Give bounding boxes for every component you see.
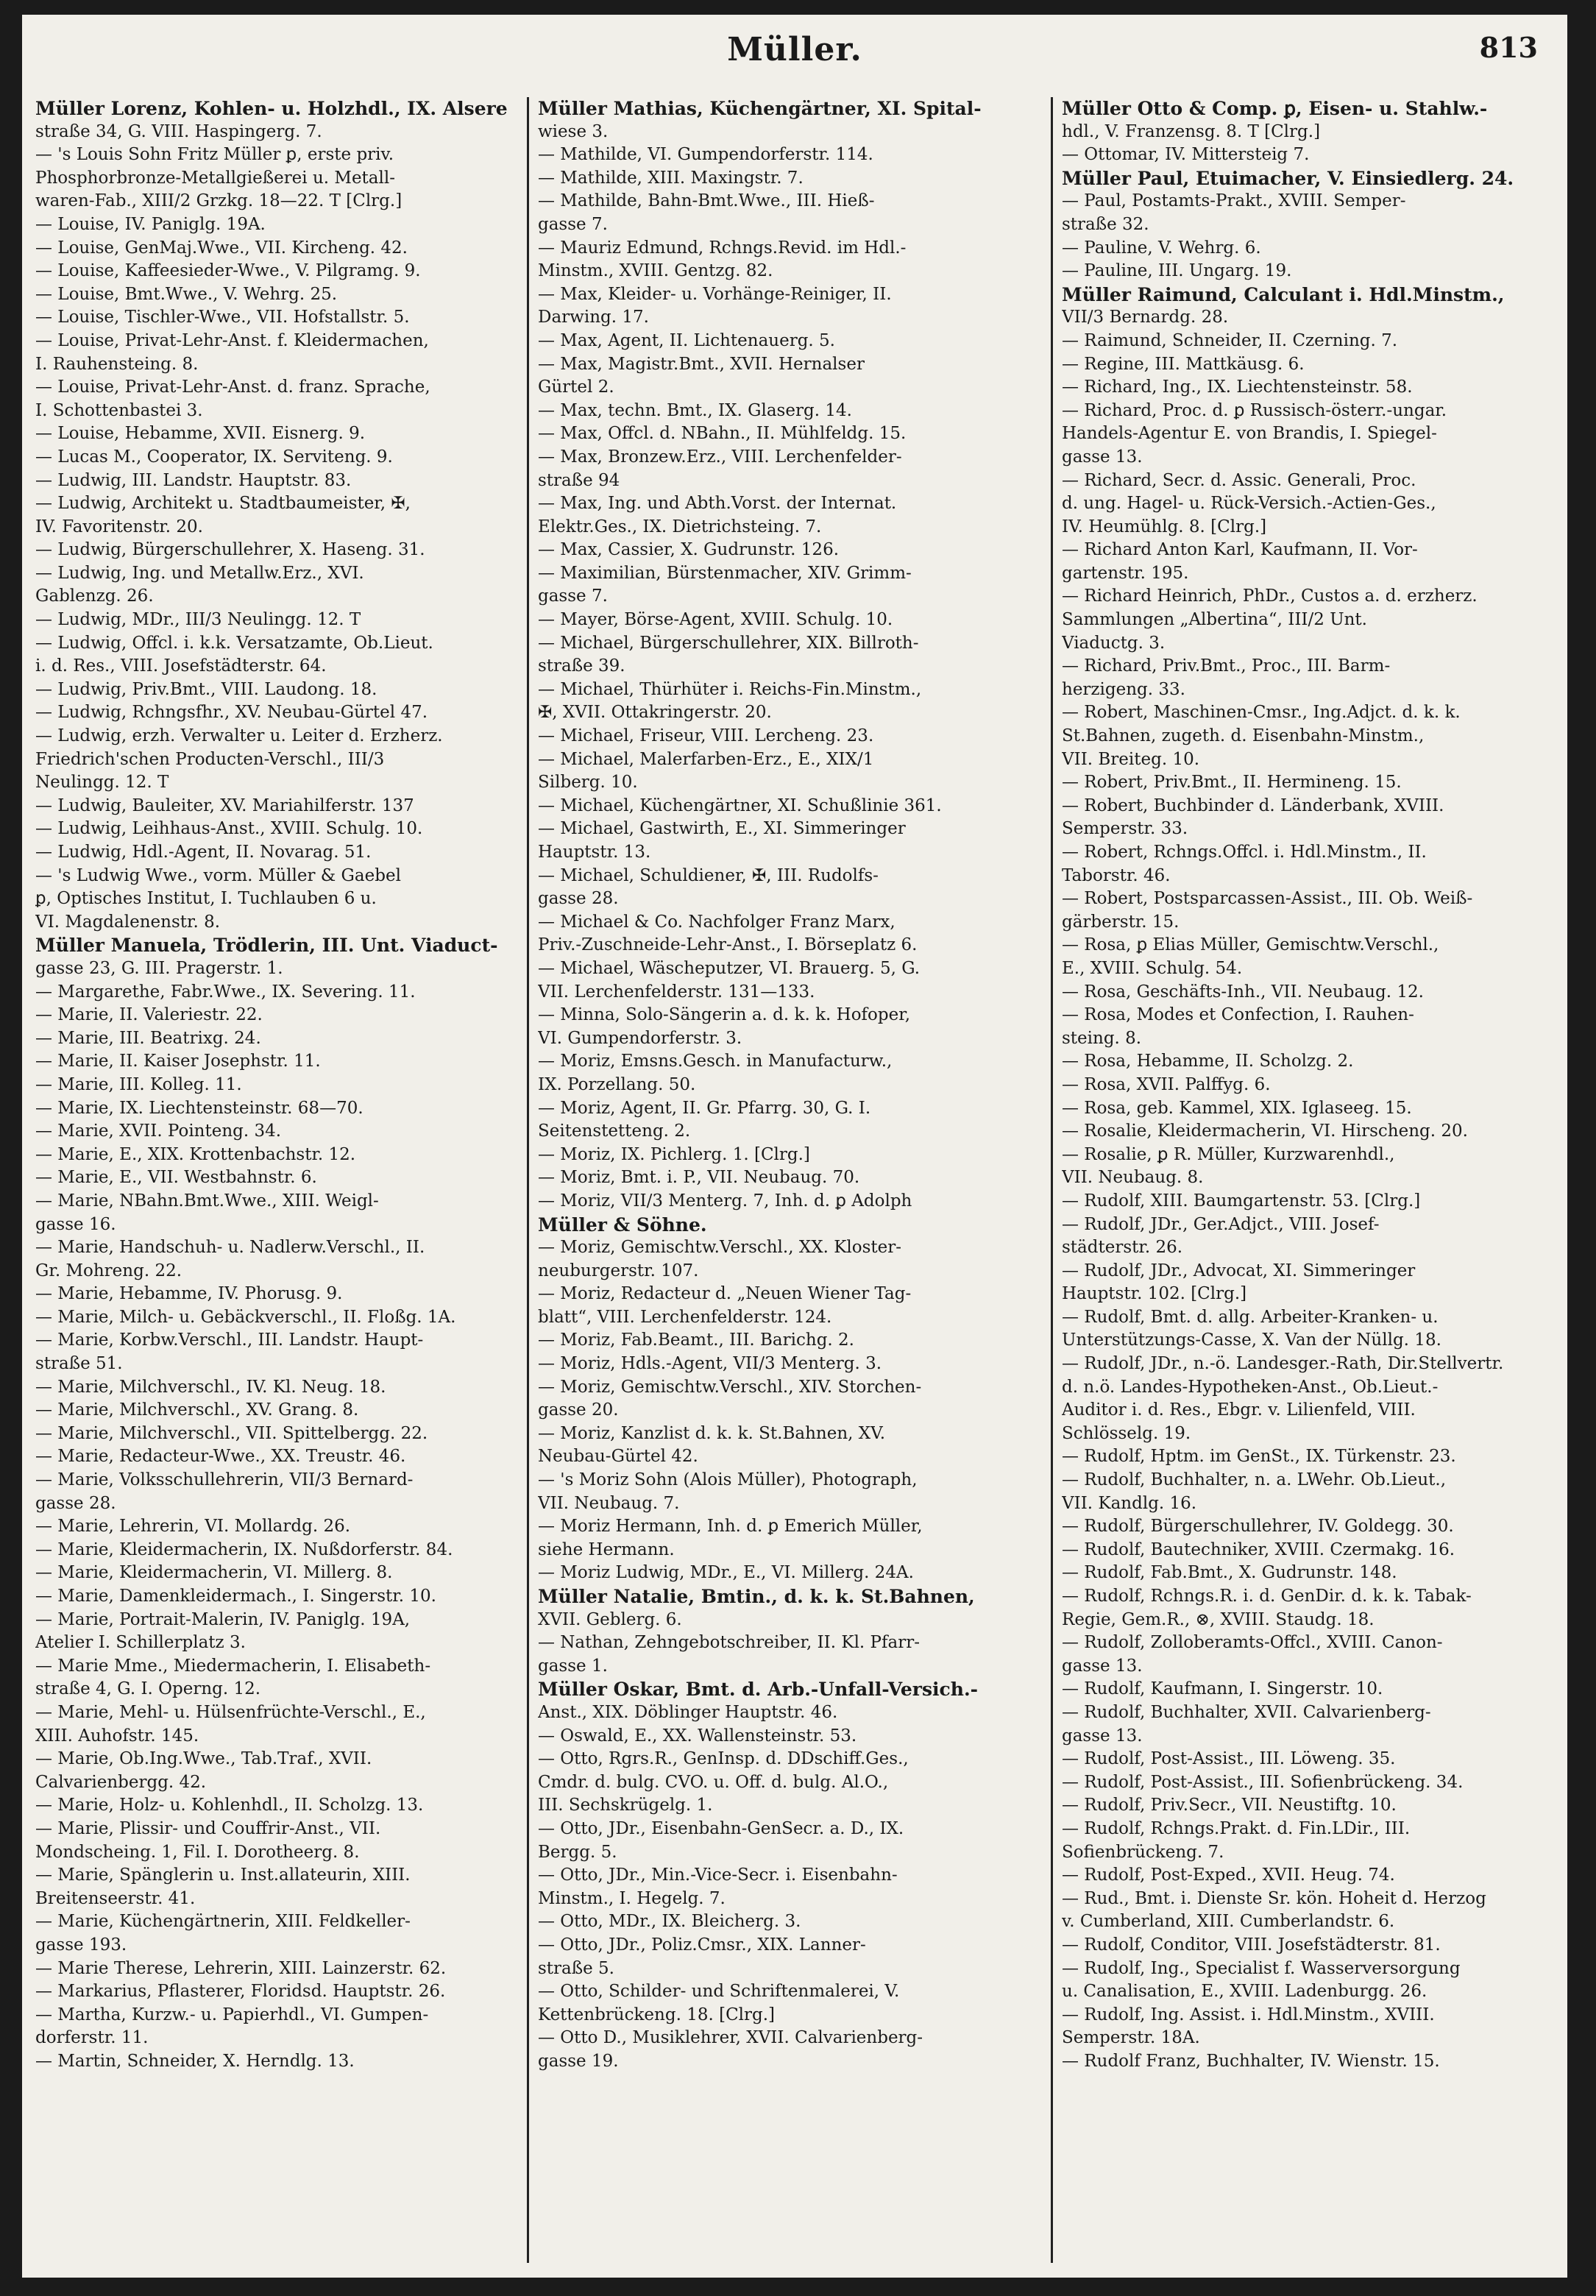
entry-line: — Robert, Maschinen-Cmsr., Ing.Adjct. d. k. k. xyxy=(1062,703,1461,723)
entry-line: — Marie, NBahn.Bmt.Wwe., XIII. Weigl- xyxy=(35,1191,379,1211)
entry-line: — Rosa, XVII. Palffyg. 6. xyxy=(1062,1074,1271,1094)
entry-line: — Rudolf, Post-Assist., III. Löweng. 35. xyxy=(1062,1749,1396,1769)
entry-line: — Louise, Tischler-Wwe., VII. Hofstallstr. 5. xyxy=(35,308,410,327)
entry-line: — Max, Kleider- u. Vorhänge-Reiniger, II. xyxy=(538,284,892,304)
entry-line: straße 34, G. VIII. Haspingerg. 7. xyxy=(35,121,322,141)
entry-line: — Michael, Küchengärtner, XI. Schußlinie 361. xyxy=(538,796,942,815)
entry-line: — Louise, Hebamme, XVII. Eisnerg. 9. xyxy=(35,424,366,444)
entry-line: — Rudolf, Buchhalter, n. a. LWehr. Ob.Lieut., xyxy=(1062,1470,1447,1490)
entry-line: VII. Neubaug. 7. xyxy=(538,1493,680,1513)
entry-line: — Ottomar, IV. Mittersteig 7. xyxy=(1062,145,1310,165)
entry-line: — Ludwig, Bauleiter, XV. Mariahilferstr. 137 xyxy=(35,796,414,815)
entry-line: — Rosa, Modes et Confection, I. Rauhen- xyxy=(1062,1005,1414,1025)
entry-line: VII. Breiteg. 10. xyxy=(1062,749,1200,769)
entry-line: — Louise, IV. Paniglg. 19A. xyxy=(35,214,266,234)
entry-line: i. d. Res., VIII. Josefstädterstr. 64. xyxy=(35,656,327,676)
entry-line: gasse 19. xyxy=(538,2051,619,2071)
entry-line: — Marie, Milchverschl., XV. Grang. 8. xyxy=(35,1400,359,1420)
entry-line: VI. Magdalenenstr. 8. xyxy=(35,912,221,932)
entry-line: — Pauline, III. Ungarg. 19. xyxy=(1062,261,1292,281)
entry-line: — 's Louis Sohn Fritz Müller ꝑ, erste priv. xyxy=(35,145,394,165)
entry-line: — Paul, Postamts-Prakt., XVIII. Semper- xyxy=(1062,191,1406,211)
entry-line: VII. Kandlg. 16. xyxy=(1062,1493,1197,1513)
entry-line: — Ludwig, Bürgerschullehrer, X. Haseng. 31. xyxy=(35,540,425,560)
entry-line: — Marie, Küchengärtnerin, XIII. Feldkeller- xyxy=(35,1912,411,1932)
entry-line: Sofienbrückeng. 7. xyxy=(1062,1842,1224,1862)
entry-line: straße 51. xyxy=(35,1354,123,1374)
entry-line: — Marie, Volksschullehrerin, VII/3 Bernard- xyxy=(35,1470,414,1490)
entry-line: gasse 23, G. III. Pragerstr. 1. xyxy=(35,958,283,978)
entry-line: — Rosa, Geschäfts-Inh., VII. Neubaug. 12. xyxy=(1062,982,1424,1002)
entry-line: — Marie, Milchverschl., VII. Spittelbergg. 22. xyxy=(35,1423,428,1443)
entry-line: — Regine, III. Mattkäusg. 6. xyxy=(1062,354,1305,374)
entry-line: — Rudolf, Post-Assist., III. Sofienbrückeng. 34. xyxy=(1062,1772,1464,1792)
entry-line: IV. Favoritenstr. 20. xyxy=(35,517,203,536)
entry-line: gasse 28. xyxy=(538,889,619,909)
entry-line: — Rudolf, Priv.Secr., VII. Neustiftg. 10. xyxy=(1062,1796,1397,1815)
entry-line: gasse 13. xyxy=(1062,1726,1143,1746)
entry-line: — Marie, Handschuh- u. Nadlerw.Verschl., II. xyxy=(35,1238,425,1258)
entry-line: gasse 1. xyxy=(538,1656,608,1676)
entry-line: Minstm., XVIII. Gentzg. 82. xyxy=(538,261,773,281)
entry-line: straße 5. xyxy=(538,1958,614,1978)
entry-line: — Moriz, Emsns.Gesch. in Manufacturw., xyxy=(538,1052,893,1071)
entry-line: gasse 20. xyxy=(538,1400,619,1420)
entry-line: — Rosa, Hebamme, II. Scholzg. 2. xyxy=(1062,1052,1354,1071)
entry-line: — Rudolf, Ing., Specialist f. Wasserversorgung xyxy=(1062,1958,1461,1978)
page-title: Müller. xyxy=(727,31,862,68)
entry-line: — Rudolf, Bautechniker, XVIII. Czermakg. 16. xyxy=(1062,1539,1455,1559)
entry-line: Hauptstr. 13. xyxy=(538,843,651,862)
entry-line: — Mathilde, XIII. Maxingstr. 7. xyxy=(538,168,804,188)
entry-line: — Martin, Schneider, X. Herndlg. 13. xyxy=(35,2051,355,2071)
entry-line: — Moriz, Gemischtw.Verschl., XX. Kloster- xyxy=(538,1238,902,1258)
entry-line: gasse 7. xyxy=(538,587,608,606)
entry-line: gartenstr. 195. xyxy=(1062,563,1189,583)
entry-line: Kettenbrückeng. 18. [Clrg.] xyxy=(538,2005,776,2024)
entry-line: städterstr. 26. xyxy=(1062,1238,1183,1258)
entry-line: — Martha, Kurzw.- u. Papierhdl., VI. Gumpen- xyxy=(35,2005,429,2024)
entry-line: — Rudolf, Ing. Assist. i. Hdl.Minstm., XVIII. xyxy=(1062,2005,1435,2024)
page-number: 813 xyxy=(1479,31,1538,64)
entry-line: I. Rauhensteing. 8. xyxy=(35,354,199,374)
entry-line: — Marie, E., XIX. Krottenbachstr. 12. xyxy=(35,1144,356,1164)
entry-heading: Müller Paul, Etuimacher, V. Einsiedlerg. 24. xyxy=(1062,167,1514,189)
entry-line: XIII. Auhofstr. 145. xyxy=(35,1726,199,1746)
entry-line: Taborstr. 46. xyxy=(1062,865,1171,885)
entry-line: — Robert, Postsparcassen-Assist., III. Ob. Weiß- xyxy=(1062,889,1473,909)
entry-line: — Otto, Rgrs.R., GenInsp. d. DDschiff.Ges., xyxy=(538,1749,909,1769)
entry-line: — Marie, II. Kaiser Josephstr. 11. xyxy=(35,1052,321,1071)
entry-heading: Müller Lorenz, Kohlen- u. Holzhdl., IX. Alsere xyxy=(35,98,508,119)
entry-line: — Rudolf, Zolloberamts-Offcl., XVIII. Canon- xyxy=(1062,1633,1443,1653)
entry-line: — Max, Cassier, X. Gudrunstr. 126. xyxy=(538,540,840,560)
entry-line: — Max, Agent, II. Lichtenauerg. 5. xyxy=(538,330,835,350)
entry-line: — Michael, Wäscheputzer, VI. Brauerg. 5, G. xyxy=(538,958,921,978)
entry-line: — Moriz, IX. Pichlerg. 1. [Clrg.] xyxy=(538,1144,810,1164)
entry-line: Auditor i. d. Res., Ebgr. v. Lilienfeld, VIII. xyxy=(1062,1400,1416,1420)
entry-line: — Moriz, Fab.Beamt., III. Barichg. 2. xyxy=(538,1331,854,1350)
entry-line: — Moriz, Kanzlist d. k. k. St.Bahnen, XV. xyxy=(538,1423,886,1443)
entry-line: — Robert, Buchbinder d. Länderbank, XVIII. xyxy=(1062,796,1444,815)
entry-line: — Marie, Spänglerin u. Inst.allateurin, XIII. xyxy=(35,1866,411,1885)
entry-line: — Michael, Thürhüter i. Reichs-Fin.Minstm., xyxy=(538,679,922,699)
entry-line: Bergg. 5. xyxy=(538,1842,617,1862)
entry-line: Cmdr. d. bulg. CVO. u. Off. d. bulg. Al.O., xyxy=(538,1772,889,1792)
entry-line: — Michael, Gastwirth, E., XI. Simmeringer xyxy=(538,819,906,839)
entry-line: Unterstützungs-Casse, X. Van der Nüllg. 18. xyxy=(1062,1331,1441,1350)
directory-columns xyxy=(35,97,1554,2263)
entry-line: — Rudolf, Kaufmann, I. Singerstr. 10. xyxy=(1062,1679,1383,1699)
entry-line: — Michael, Schuldiener, ✠, III. Rudolfs- xyxy=(538,865,879,885)
entry-line: — Richard Anton Karl, Kaufmann, II. Vor- xyxy=(1062,540,1418,560)
entry-line: Semperstr. 18A. xyxy=(1062,2028,1200,2048)
entry-line: IV. Heumühlg. 8. [Clrg.] xyxy=(1062,517,1267,536)
entry-line: — Max, Magistr.Bmt., XVII. Hernalser xyxy=(538,354,865,374)
entry-line: — Marie, Ob.Ing.Wwe., Tab.Traf., XVII. xyxy=(35,1749,372,1769)
entry-line: — Ludwig, Architekt u. Stadtbaumeister, ✠, xyxy=(35,494,411,514)
entry-line: — Michael, Malerfarben-Erz., E., XIX/1 xyxy=(538,749,874,769)
entry-line: gärberstr. 15. xyxy=(1062,912,1180,932)
entry-heading: Müller Mathias, Küchengärtner, XI. Spital- xyxy=(538,98,982,119)
entry-line: straße 39. xyxy=(538,656,625,676)
entry-line: ꝑ, Optisches Institut, I. Tuchlauben 6 u. xyxy=(35,889,377,909)
entry-line: — Rudolf, Bürgerschullehrer, IV. Goldegg. 30. xyxy=(1062,1517,1454,1537)
entry-line: Seitenstetteng. 2. xyxy=(538,1122,691,1141)
entry-line: — Otto, JDr., Poliz.Cmsr., XIX. Lanner- xyxy=(538,1935,866,1955)
entry-line: — Michael, Bürgerschullehrer, XIX. Billroth- xyxy=(538,633,919,653)
column-divider xyxy=(527,97,529,2263)
entry-line: — Ludwig, Ing. und Metallw.Erz., XVI. xyxy=(35,563,364,583)
entry-line: blatt“, VIII. Lerchenfelderstr. 124. xyxy=(538,1307,832,1327)
entry-line: — Richard Heinrich, PhDr., Custos a. d. erzherz. xyxy=(1062,587,1478,606)
entry-line: — Ludwig, Leihhaus-Anst., XVIII. Schulg. 10. xyxy=(35,819,423,839)
entry-line: Calvarienbergg. 42. xyxy=(35,1772,207,1792)
entry-line: — Rosalie, ꝑ R. Müller, Kurzwarenhdl., xyxy=(1062,1144,1395,1164)
page-header xyxy=(22,31,1567,75)
entry-line: Atelier I. Schillerplatz 3. xyxy=(35,1633,246,1653)
entry-line: — Louise, Kaffeesieder-Wwe., V. Pilgramg. 9. xyxy=(35,261,421,281)
entry-line: hdl., V. Franzensg. 8. T [Clrg.] xyxy=(1062,121,1321,141)
entry-line: — Marie, Plissir- und Couffrir-Anst., VII. xyxy=(35,1818,381,1838)
entry-line: Handels-Agentur E. von Brandis, I. Spiegel- xyxy=(1062,424,1437,444)
entry-line: — Rosa, geb. Kammel, XIX. Iglaseeg. 15. xyxy=(1062,1098,1412,1118)
entry-line: III. Sechskrügelg. 1. xyxy=(538,1796,713,1815)
directory-page xyxy=(22,15,1567,2278)
entry-line: — Raimund, Schneider, II. Czerning. 7. xyxy=(1062,330,1398,350)
entry-line: — Moriz Ludwig, MDr., E., VI. Millerg. 24A. xyxy=(538,1563,914,1583)
entry-line: — Marie Mme., Miedermacherin, I. Elisabeth- xyxy=(35,1656,431,1676)
entry-line: — Max, Offcl. d. NBahn., II. Mühlfeldg. 15. xyxy=(538,424,907,444)
entry-line: — Marie Therese, Lehrerin, XIII. Lainzerstr. 62. xyxy=(35,1958,447,1978)
entry-line: — Ludwig, Offcl. i. k.k. Versatzamte, Ob.Lieut. xyxy=(35,633,433,653)
entry-line: — Moriz, Agent, II. Gr. Pfarrg. 30, G. I. xyxy=(538,1098,871,1118)
entry-line: Darwing. 17. xyxy=(538,308,649,327)
entry-line: wiese 3. xyxy=(538,121,609,141)
entry-heading: Müller Natalie, Bmtin., d. k. k. St.Bahnen, xyxy=(538,1586,975,1607)
entry-heading: Müller & Söhne. xyxy=(538,1213,707,1236)
entry-line: — Louise, Privat-Lehr-Anst. f. Kleidermachen, xyxy=(35,330,429,350)
entry-line: gasse 193. xyxy=(35,1935,127,1955)
entry-line: — Robert, Priv.Bmt., II. Hermineng. 15. xyxy=(1062,773,1402,793)
entry-line: Anst., XIX. Döblinger Hauptstr. 46. xyxy=(538,1702,838,1722)
entry-line: I. Schottenbastei 3. xyxy=(35,400,203,420)
entry-line: VI. Gumpendorferstr. 3. xyxy=(538,1028,742,1048)
entry-line: Neulingg. 12. T xyxy=(35,773,169,793)
entry-line: Elektr.Ges., IX. Dietrichsteing. 7. xyxy=(538,517,822,536)
entry-line: — Richard, Priv.Bmt., Proc., III. Barm- xyxy=(1062,656,1391,676)
entry-line: — Rudolf, JDr., n.-ö. Landesger.-Rath, Dir.Stellvertr. xyxy=(1062,1354,1504,1374)
entry-line: — Moriz, Bmt. i. P., VII. Neubaug. 70. xyxy=(538,1168,860,1188)
entry-line: IX. Porzellang. 50. xyxy=(538,1074,696,1094)
entry-line: — Otto, Schilder- und Schriftenmalerei, V. xyxy=(538,1982,900,2002)
entry-line: — Marie, Kleidermacherin, IX. Nußdorferstr. 84. xyxy=(35,1539,453,1559)
entry-line: — Ludwig, Rchngsfhr., XV. Neubau-Gürtel 47. xyxy=(35,703,428,723)
entry-line: — Oswald, E., XX. Wallensteinstr. 53. xyxy=(538,1726,857,1746)
entry-line: Mondscheing. 1, Fil. I. Dorotheerg. 8. xyxy=(35,1842,360,1862)
entry-heading: Müller Otto & Comp. ꝑ, Eisen- u. Stahlw.- xyxy=(1062,98,1488,119)
entry-line: Schlösselg. 19. xyxy=(1062,1423,1191,1443)
entry-line: — Marie, Mehl- u. Hülsenfrüchte-Verschl., E., xyxy=(35,1702,426,1722)
entry-line: — Mauriz Edmund, Rchngs.Revid. im Hdl.- xyxy=(538,238,907,258)
entry-line: — Moriz, Redacteur d. „Neuen Wiener Tag- xyxy=(538,1284,912,1304)
column-divider xyxy=(1051,97,1053,2263)
entry-line: — Louise, Bmt.Wwe., V. Wehrg. 25. xyxy=(35,284,338,304)
entry-line: — Lucas M., Cooperator, IX. Serviteng. 9. xyxy=(35,447,393,467)
entry-line: — Marie, Milch- u. Gebäckverschl., II. Floßg. 1A. xyxy=(35,1307,456,1327)
entry-line: Friedrich'schen Producten-Verschl., III/3 xyxy=(35,749,385,769)
entry-line: — Rudolf, Post-Exped., XVII. Heug. 74. xyxy=(1062,1866,1395,1885)
entry-line: — Max, Bronzew.Erz., VIII. Lerchenfelder- xyxy=(538,447,902,467)
entry-line: — Richard, Secr. d. Assic. Generali, Proc. xyxy=(1062,470,1416,490)
entry-line: d. n.ö. Landes-Hypotheken-Anst., Ob.Lieut.- xyxy=(1062,1377,1439,1397)
entry-line: — Marie, III. Kolleg. 11. xyxy=(35,1074,242,1094)
entry-line: Gürtel 2. xyxy=(538,378,614,397)
entry-line: — 's Moriz Sohn (Alois Müller), Photograph, xyxy=(538,1470,918,1490)
entry-line: Sammlungen „Albertina“, III/2 Unt. xyxy=(1062,610,1367,630)
entry-line: — Mayer, Börse-Agent, XVIII. Schulg. 10. xyxy=(538,610,893,630)
entry-line: — Pauline, V. Wehrg. 6. xyxy=(1062,238,1261,258)
entry-line: — Richard, Ing., IX. Liechtensteinstr. 58. xyxy=(1062,378,1413,397)
entry-line: waren-Fab., XIII/2 Grzkg. 18—22. T [Clrg.] xyxy=(35,191,402,211)
entry-line: — Marie, Milchverschl., IV. Kl. Neug. 18. xyxy=(35,1377,386,1397)
entry-line: Minstm., I. Hegelg. 7. xyxy=(538,1888,726,1908)
entry-line: straße 4, G. I. Operng. 12. xyxy=(35,1679,261,1699)
entry-line: — Robert, Rchngs.Offcl. i. Hdl.Minstm., II. xyxy=(1062,843,1427,862)
entry-line: Breitenseerstr. 41. xyxy=(35,1888,196,1908)
entry-line: — Louise, Privat-Lehr-Anst. d. franz. Sprache, xyxy=(35,378,430,397)
entry-line: — Rudolf, Rchngs.Prakt. d. Fin.LDir., III. xyxy=(1062,1818,1411,1838)
entry-line: — Ludwig, MDr., III/3 Neulingg. 12. T xyxy=(35,610,361,630)
entry-line: herzigeng. 33. xyxy=(1062,679,1185,699)
entry-line: — Marie, III. Beatrixg. 24. xyxy=(35,1028,261,1048)
entry-line: — Ludwig, erzh. Verwalter u. Leiter d. Erzherz. xyxy=(35,726,443,746)
entry-line: straße 32. xyxy=(1062,214,1149,234)
entry-line: — Rudolf Franz, Buchhalter, IV. Wienstr. 15. xyxy=(1062,2051,1440,2071)
entry-heading: Müller Manuela, Trödlerin, III. Unt. Viaduct- xyxy=(35,935,498,957)
column-1 xyxy=(35,97,514,2263)
column-3 xyxy=(1062,97,1564,2263)
entry-line: — Marie, Hebamme, IV. Phorusg. 9. xyxy=(35,1284,343,1304)
entry-line: Silberg. 10. xyxy=(538,773,638,793)
entry-heading: Müller Oskar, Bmt. d. Arb.-Unfall-Versich.- xyxy=(538,1679,979,1701)
entry-line: — Otto, JDr., Eisenbahn-GenSecr. a. D., IX. xyxy=(538,1818,904,1838)
entry-line: — Mathilde, Bahn-Bmt.Wwe., III. Hieß- xyxy=(538,191,875,211)
entry-line: — Moriz, Gemischtw.Verschl., XIV. Storchen- xyxy=(538,1377,922,1397)
entry-line: — Rudolf, Bmt. d. allg. Arbeiter-Kranken- u. xyxy=(1062,1307,1439,1327)
entry-line: neuburgerstr. 107. xyxy=(538,1261,699,1280)
entry-line: Priv.-Zuschneide-Lehr-Anst., I. Börseplatz 6. xyxy=(538,935,918,955)
entry-line: Gr. Mohreng. 22. xyxy=(35,1261,182,1280)
entry-line: — Marie, XVII. Pointeng. 34. xyxy=(35,1122,282,1141)
entry-line: gasse 7. xyxy=(538,214,608,234)
entry-line: — Marie, II. Valeriestr. 22. xyxy=(35,1005,263,1025)
entry-line: Neubau-Gürtel 42. xyxy=(538,1447,698,1467)
entry-line: Gablenzg. 26. xyxy=(35,587,154,606)
column-2 xyxy=(538,97,1038,2263)
entry-line: — Marie, Damenkleidermach., I. Singerstr. 10. xyxy=(35,1587,436,1606)
entry-line: — Maximilian, Bürstenmacher, XIV. Grimm- xyxy=(538,563,912,583)
entry-line: — Max, techn. Bmt., IX. Glaserg. 14. xyxy=(538,400,852,420)
entry-line: — 's Ludwig Wwe., vorm. Müller & Gaebel xyxy=(35,865,401,885)
entry-line: — Minna, Solo-Sängerin a. d. k. k. Hofoper, xyxy=(538,1005,911,1025)
entry-line: — Rudolf, Buchhalter, XVII. Calvarienberg- xyxy=(1062,1702,1431,1722)
entry-line: — Rud., Bmt. i. Dienste Sr. kön. Hoheit d. Herzog xyxy=(1062,1888,1486,1908)
entry-line: — Rudolf, Fab.Bmt., X. Gudrunstr. 148. xyxy=(1062,1563,1397,1583)
entry-line: E., XVIII. Schulg. 54. xyxy=(1062,958,1243,978)
entry-line: VII/3 Bernardg. 28. xyxy=(1062,308,1229,327)
entry-line: — Marie, Kleidermacherin, VI. Millerg. 8. xyxy=(35,1563,393,1583)
entry-line: — Marie, E., VII. Westbahnstr. 6. xyxy=(35,1168,317,1188)
entry-line: d. ung. Hagel- u. Rück-Versich.-Actien-Ges., xyxy=(1062,494,1436,514)
entry-line: gasse 13. xyxy=(1062,1656,1143,1676)
entry-heading: Müller Raimund, Calculant i. Hdl.Minstm., xyxy=(1062,283,1505,305)
entry-line: — Marie, IX. Liechtensteinstr. 68—70. xyxy=(35,1098,363,1118)
entry-line: — Margarethe, Fabr.Wwe., IX. Severing. 11. xyxy=(35,982,416,1002)
entry-line: Regie, Gem.R., ⊗, XVIII. Staudg. 18. xyxy=(1062,1609,1375,1629)
entry-line: u. Canalisation, E., XVIII. Ladenburgg. 26. xyxy=(1062,1982,1427,2002)
entry-line: — Louise, GenMaj.Wwe., VII. Kircheng. 42. xyxy=(35,238,408,258)
entry-line: — Marie, Portrait-Malerin, IV. Paniglg. 19A, xyxy=(35,1609,411,1629)
entry-line: — Max, Ing. und Abth.Vorst. der Internat. xyxy=(538,494,897,514)
entry-line: — Ludwig, Priv.Bmt., VIII. Laudong. 18. xyxy=(35,679,377,699)
entry-line: — Rudolf, JDr., Ger.Adjct., VIII. Josef- xyxy=(1062,1214,1380,1234)
entry-line: — Rosalie, Kleidermacherin, VI. Hirscheng. 20. xyxy=(1062,1122,1468,1141)
entry-line: ✠, XVII. Ottakringerstr. 20. xyxy=(538,703,772,723)
entry-line: — Rosa, ꝑ Elias Müller, Gemischtw.Verschl., xyxy=(1062,935,1439,955)
entry-line: Hauptstr. 102. [Clrg.] xyxy=(1062,1284,1247,1304)
entry-line: gasse 16. xyxy=(35,1214,116,1234)
entry-line: Semperstr. 33. xyxy=(1062,819,1188,839)
entry-line: XVII. Geblerg. 6. xyxy=(538,1609,682,1629)
entry-line: — Otto, MDr., IX. Bleicherg. 3. xyxy=(538,1912,801,1932)
entry-line: dorferstr. 11. xyxy=(35,2028,149,2048)
entry-line: — Marie, Korbw.Verschl., III. Landstr. Haupt- xyxy=(35,1331,424,1350)
entry-line: — Moriz, Hdls.-Agent, VII/3 Menterg. 3. xyxy=(538,1354,882,1374)
entry-line: — Michael, Friseur, VIII. Lercheng. 23. xyxy=(538,726,874,746)
entry-line: gasse 28. xyxy=(35,1493,116,1513)
entry-line: Viaductg. 3. xyxy=(1062,633,1166,653)
entry-line: VII. Neubaug. 8. xyxy=(1062,1168,1204,1188)
entry-line: — Rudolf, Hptm. im GenSt., IX. Türkenstr. 23. xyxy=(1062,1447,1456,1467)
entry-line: VII. Lerchenfelderstr. 131—133. xyxy=(538,982,815,1002)
entry-line: Phosphorbronze-Metallgießerei u. Metall- xyxy=(35,168,395,188)
entry-line: — Markarius, Pflasterer, Floridsd. Hauptstr. 26. xyxy=(35,1982,446,2002)
entry-line: — Rudolf, Rchngs.R. i. d. GenDir. d. k. k. Tabak- xyxy=(1062,1587,1472,1606)
entry-line: — Marie, Holz- u. Kohlenhdl., II. Scholzg. 13. xyxy=(35,1796,424,1815)
entry-line: gasse 13. xyxy=(1062,447,1143,467)
entry-line: — Rudolf, XIII. Baumgartenstr. 53. [Clrg.] xyxy=(1062,1191,1421,1211)
entry-line: — Nathan, Zehngebotschreiber, II. Kl. Pfarr- xyxy=(538,1633,921,1653)
entry-line: — Mathilde, VI. Gumpendorferstr. 114. xyxy=(538,145,873,165)
entry-line: St.Bahnen, zugeth. d. Eisenbahn-Minstm., xyxy=(1062,726,1425,746)
entry-line: v. Cumberland, XIII. Cumberlandstr. 6. xyxy=(1062,1912,1395,1932)
entry-line: — Marie, Lehrerin, VI. Mollardg. 26. xyxy=(35,1517,351,1537)
entry-line: — Rudolf, Conditor, VIII. Josefstädterstr. 81. xyxy=(1062,1935,1441,1955)
entry-line: — Moriz, VII/3 Menterg. 7, Inh. d. ꝑ Adolph xyxy=(538,1191,912,1211)
entry-line: — Otto D., Musiklehrer, XVII. Calvarienberg- xyxy=(538,2028,923,2048)
entry-line: — Richard, Proc. d. ꝑ Russisch-österr.-ungar. xyxy=(1062,400,1447,420)
entry-line: — Rudolf, JDr., Advocat, XI. Simmeringer xyxy=(1062,1261,1416,1280)
entry-line: — Ludwig, Hdl.-Agent, II. Novarag. 51. xyxy=(35,843,372,862)
entry-line: — Marie, Redacteur-Wwe., XX. Treustr. 46. xyxy=(35,1447,406,1467)
entry-line: — Ludwig, III. Landstr. Hauptstr. 83. xyxy=(35,470,352,490)
entry-line: steing. 8. xyxy=(1062,1028,1142,1048)
entry-line: straße 94 xyxy=(538,470,620,490)
entry-line: — Michael & Co. Nachfolger Franz Marx, xyxy=(538,912,895,932)
entry-line: siehe Hermann. xyxy=(538,1539,675,1559)
entry-line: — Moriz Hermann, Inh. d. ꝑ Emerich Müller, xyxy=(538,1517,923,1537)
entry-line: — Otto, JDr., Min.-Vice-Secr. i. Eisenbahn- xyxy=(538,1866,898,1885)
